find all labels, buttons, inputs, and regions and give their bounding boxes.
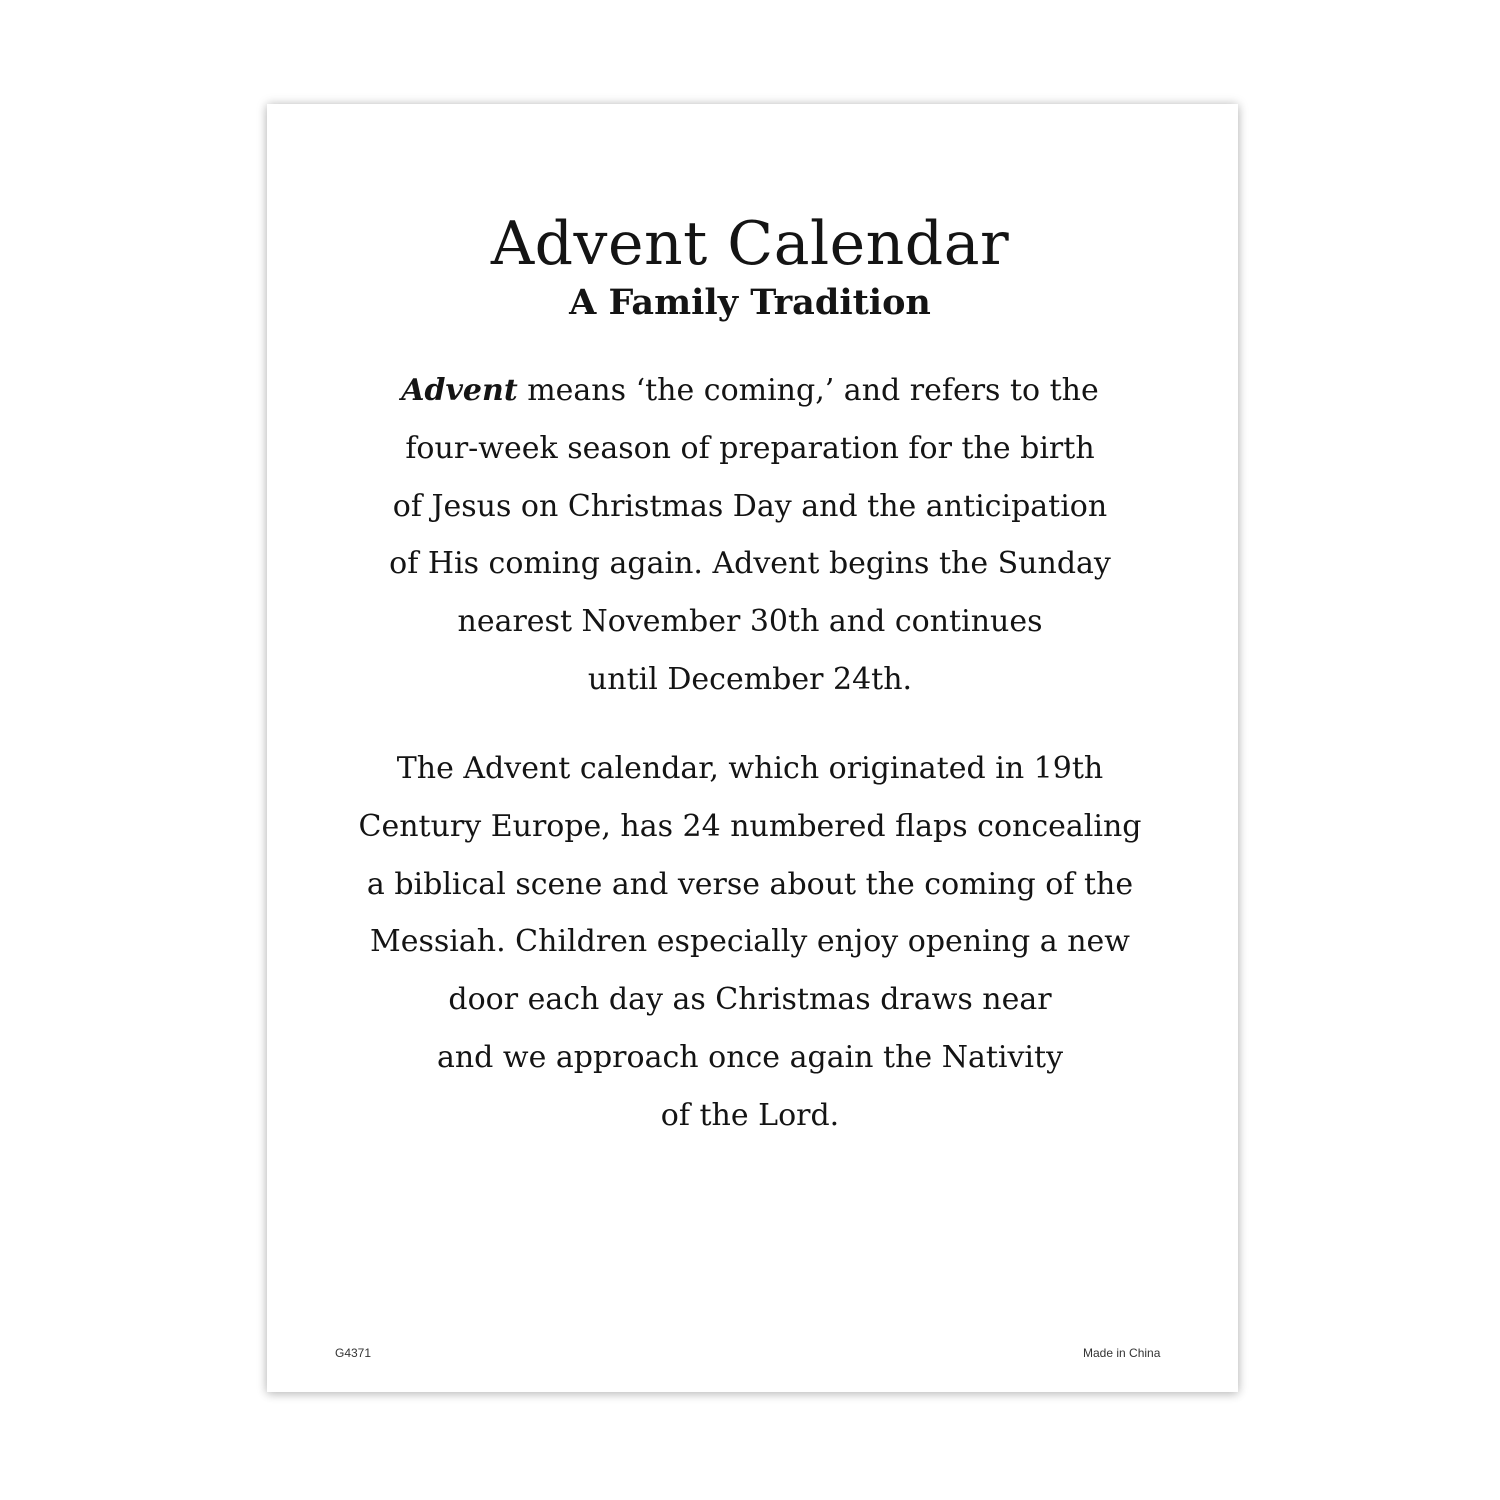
paragraph-line: and we approach once again the Nativity <box>436 1039 1064 1075</box>
product-code: G4371 <box>335 1346 372 1360</box>
card-title: Advent Calendar <box>490 209 1010 279</box>
paragraph-line: of His coming again. Advent begins the Sunday <box>389 546 1111 582</box>
paragraph-line: Messiah. Children especially enjoy opening a new <box>370 924 1130 960</box>
paragraph-line: until December 24th. <box>587 661 913 697</box>
country-of-origin: Made in China <box>1083 1346 1161 1360</box>
paragraph-line: Century Europe, has 24 numbered flaps concealing <box>358 808 1142 844</box>
paragraph-line: of the Lord. <box>660 1097 840 1133</box>
paragraph-line: a biblical scene and verse about the coming of the <box>366 866 1134 902</box>
paragraph-line: of Jesus on Christmas Day and the anticipation <box>392 488 1108 524</box>
card-subtitle: A Family Tradition <box>569 282 931 323</box>
paragraph-line: nearest November 30th and continues <box>457 604 1043 640</box>
paragraph-calendar-history <box>0 740 1500 1145</box>
paragraph-advent-meaning <box>0 362 1500 709</box>
advent-emphasis: Advent <box>401 373 518 408</box>
paragraph-line: four-week season of preparation for the birth <box>405 430 1095 466</box>
paragraph-line <box>0 362 1500 420</box>
paragraph-line-text: means ‘the coming,’ and refers to the <box>517 373 1099 408</box>
paragraph-line: door each day as Christmas draws near <box>448 982 1052 1018</box>
paragraph-line: The Advent calendar, which originated in 19th <box>396 751 1104 786</box>
